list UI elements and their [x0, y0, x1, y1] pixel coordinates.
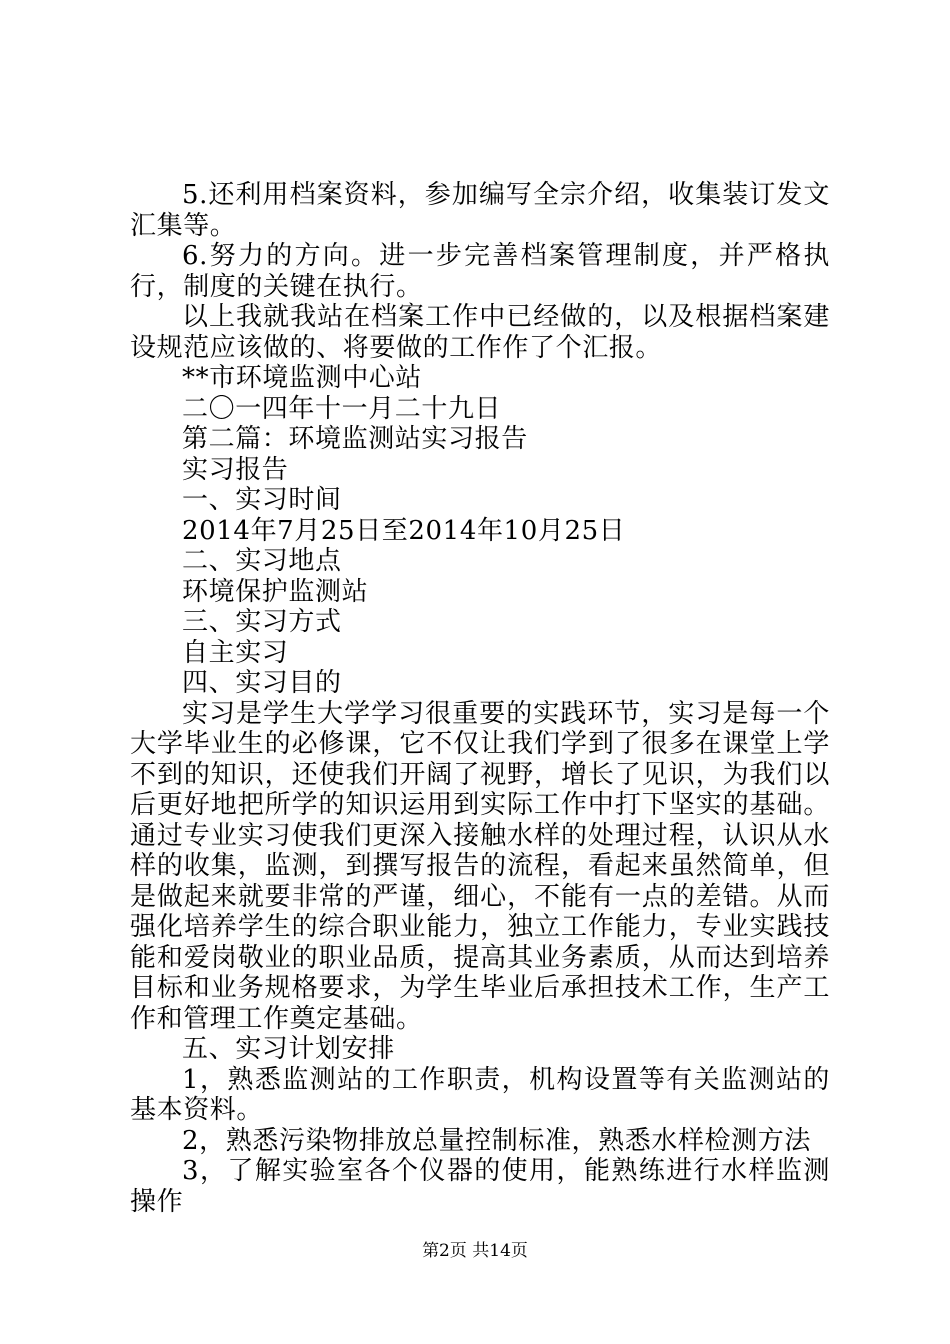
paragraph-archive-materials: 5.还利用档案资料，参加编写全宗介绍，收集装订发文汇集等。 — [130, 180, 830, 241]
plan-item-1: 1，熟悉监测站的工作职责，机构设置等有关监测站的基本资料。 — [130, 1064, 830, 1125]
paragraph-future-direction: 6.努力的方向。进一步完善档案管理制度，并严格执行，制度的关键在执行。 — [130, 241, 830, 302]
internship-purpose-text: 实习是学生大学学习很重要的实践环节，实习是每一个大学毕业生的必修课，它不仅让我们学到了很多在课堂上学不到的知识，还使我们开阔了视野，增长了见识，为我们以后更好地把所学的知识运用到实际工作中打下坚实的基础。通过专业实习使我们更深入接触水样的处理过程，认识从水样的收集，监测，到撰写报告的流程，看起来虽然简单，但是做起来就要非常的严谨，细心，不能有一点的差错。从而强化培养学生的综合职业能力，独立工作能力，专业实践技能和爱岗敬业的职业品质，提高其业务素质，从而达到培养目标和业务规格要求，为学生毕业后承担技术工作，生产工作和管理工作奠定基础。 — [130, 698, 830, 1034]
internship-mode-value: 自主实习 — [182, 637, 289, 668]
paragraph-signature-org: **市环境监测中心站 — [182, 363, 423, 393]
paragraph-report-summary: 以上我就我站在档案工作中已经做的，以及根据档案建设规范应该做的、将要做的工作作了个汇报。 — [130, 302, 830, 363]
section-title-part-two: 第二篇：环境监测站实习报告 — [182, 424, 528, 454]
internship-time-value: 2014年7月25日至2014年10月25日 — [182, 515, 626, 546]
page-footer — [0, 1240, 950, 1262]
internship-location-value: 环境保护监测站 — [182, 576, 369, 607]
heading-internship-location: 二、实习地点 — [182, 546, 342, 576]
paragraph-signature-date: 二〇一四年十一月二十九日 — [182, 393, 502, 424]
page-number-label: 第2页 共14页 — [422, 1241, 528, 1261]
heading-internship-time: 一、实习时间 — [182, 485, 342, 515]
report-heading: 实习报告 — [182, 454, 289, 485]
plan-item-3: 3，了解实验室各个仪器的使用，能熟练进行水样监测操作 — [130, 1156, 830, 1217]
heading-internship-mode: 三、实习方式 — [182, 607, 342, 637]
heading-internship-purpose: 四、实习目的 — [182, 668, 342, 698]
heading-internship-plan: 五、实习计划安排 — [182, 1034, 395, 1064]
document-body — [130, 180, 830, 1217]
plan-item-2: 2，熟悉污染物排放总量控制标准，熟悉水样检测方法 — [182, 1125, 811, 1156]
